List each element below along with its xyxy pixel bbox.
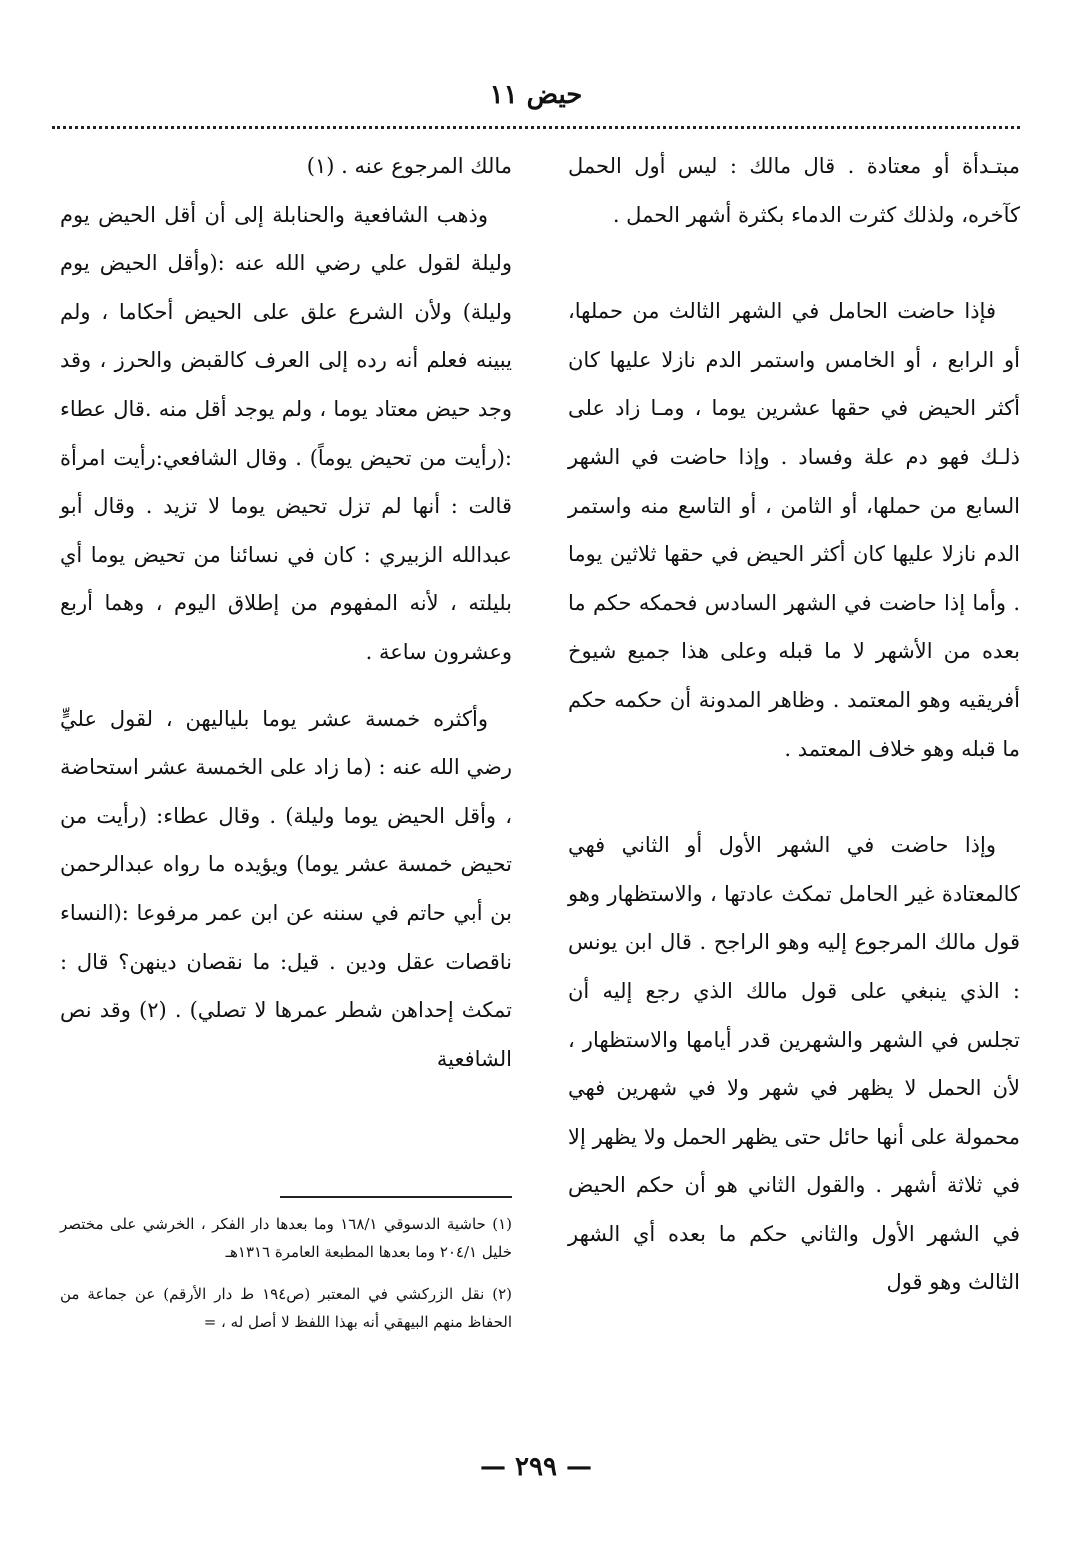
footnote: (١) حاشية الدسوقي ١٦٨/١ وما بعدها دار الفكر ، الخرشي على مختصر خليل ٢٠٤/١ وما بعدها المطبعة العامرة ١٣١٦هـ bbox=[60, 1215, 512, 1261]
header-dotted-rule bbox=[52, 126, 1020, 129]
page-number: — ٢٩٩ — bbox=[479, 1452, 593, 1482]
paragraph: وأكثره خمسة عشر يوما بلياليهن ، لقول عليٍّ رضي الله عنه : (ما زاد على الخمسة عشر استحاضة ، وأقل الحيض يوما وليلة) . وقال عطاء: (رأيت من تحيض خمسة عشر يوما) ويؤيده ما رواه عبدالرحمن بن أبي حاتم في سننه عن ابن عمر مرفوعا :(النساء ناقصات عقل ودين . قيل: ما نقصان دينهن؟ قال : تمكث إحداهن شطر عمرها لا تصلي) . (٢) وقد نص الشافعية bbox=[60, 706, 512, 1071]
paragraph: مالك المرجوع عنه . (١) bbox=[306, 154, 512, 178]
footnotes bbox=[60, 1210, 512, 1350]
paragraph: وإذا حاضت في الشهر الأول أو الثاني فهي كالمعتادة غير الحامل تمكث عادتها ، والاستظهار وهو قول مالك المرجوع إليه وهو الراجح . قال ابن يونس : الذي ينبغي على قول مالك الذي رجع إليه أن تجلس في الشهر والشهرين قدر أيامها والاستظهار ، لأن الحمل لا يظهر في شهر ولا في شهرين فهي محمولة على أنها حائل حتى يظهر الحمل ولا يظهر إلا في ثلاثة أشهر . والقول الثاني هو أن حكم الحيض في الشهر الأول والثاني حكم ما بعده أي الشهر الثالث وهو قول bbox=[568, 833, 1020, 1295]
footnote: (٢) نقل الزركشي في المعتبر (ص١٩٤ ط دار الأرقم) عن جماعة من الحفاظ منهم البيهقي أنه بهذا اللفظ لا أصل له ، = bbox=[60, 1285, 512, 1331]
paragraph: وذهب الشافعية والحنابلة إلى أن أقل الحيض يوم وليلة لقول علي رضي الله عنه :(وأقل الحيض يوم وليلة) ولأن الشرع علق على الحيض أحكاما ، ولم يبينه فعلم أنه رده إلى العرف كالقبض والحرز ، وقد وجد حيض معتاد يوما ، ولم يوجد أقل منه .قال عطاء :(رأيت من تحيض يوماً) . وقال الشافعي:رأيت امرأة قالت : أنها لم تزل تحيض يوما لا تزيد . وقال أبو عبدالله الزبيري : كان في نسائنا من تحيض يوما أي بليلته ، لأنه المفهوم من إطلاق اليوم ، وهما أربع وعشرون ساعة . bbox=[60, 202, 512, 664]
left-column bbox=[60, 142, 512, 1083]
paragraph: مبتـدأة أو معتادة . قال مالك : ليس أول الحمل كآخره، ولذلك كثرت الدماء بكثرة أشهر الحمل . bbox=[568, 154, 1020, 227]
paragraph: فإذا حاضت الحامل في الشهر الثالث من حملها، أو الرابع ، أو الخامس واستمر الدم نازلا عليها كان أكثر الحيض في حقها عشرين يوما ، ومـا زاد على ذلـك فهو دم علة وفساد . وإذا حاضت في الشهر السابع من حملها، أو الثامن ، أو التاسع منه واستمر الدم نازلا عليها كان أكثر الحيض في حقها ثلاثين يوما . وأما إذا حاضت في الشهر السادس فحمكه حكم ما بعده من الأشهر لا ما قبله وعلى هذا جميع شيوخ أفريقيه وهو المعتمد . وظاهر المدونة أن حكمه حكم ما قبله وهو خلاف المعتمد . bbox=[568, 299, 1020, 761]
running-header: حيض ١١ bbox=[489, 80, 583, 110]
right-column bbox=[568, 142, 1020, 1307]
footnote-separator bbox=[280, 1196, 512, 1198]
